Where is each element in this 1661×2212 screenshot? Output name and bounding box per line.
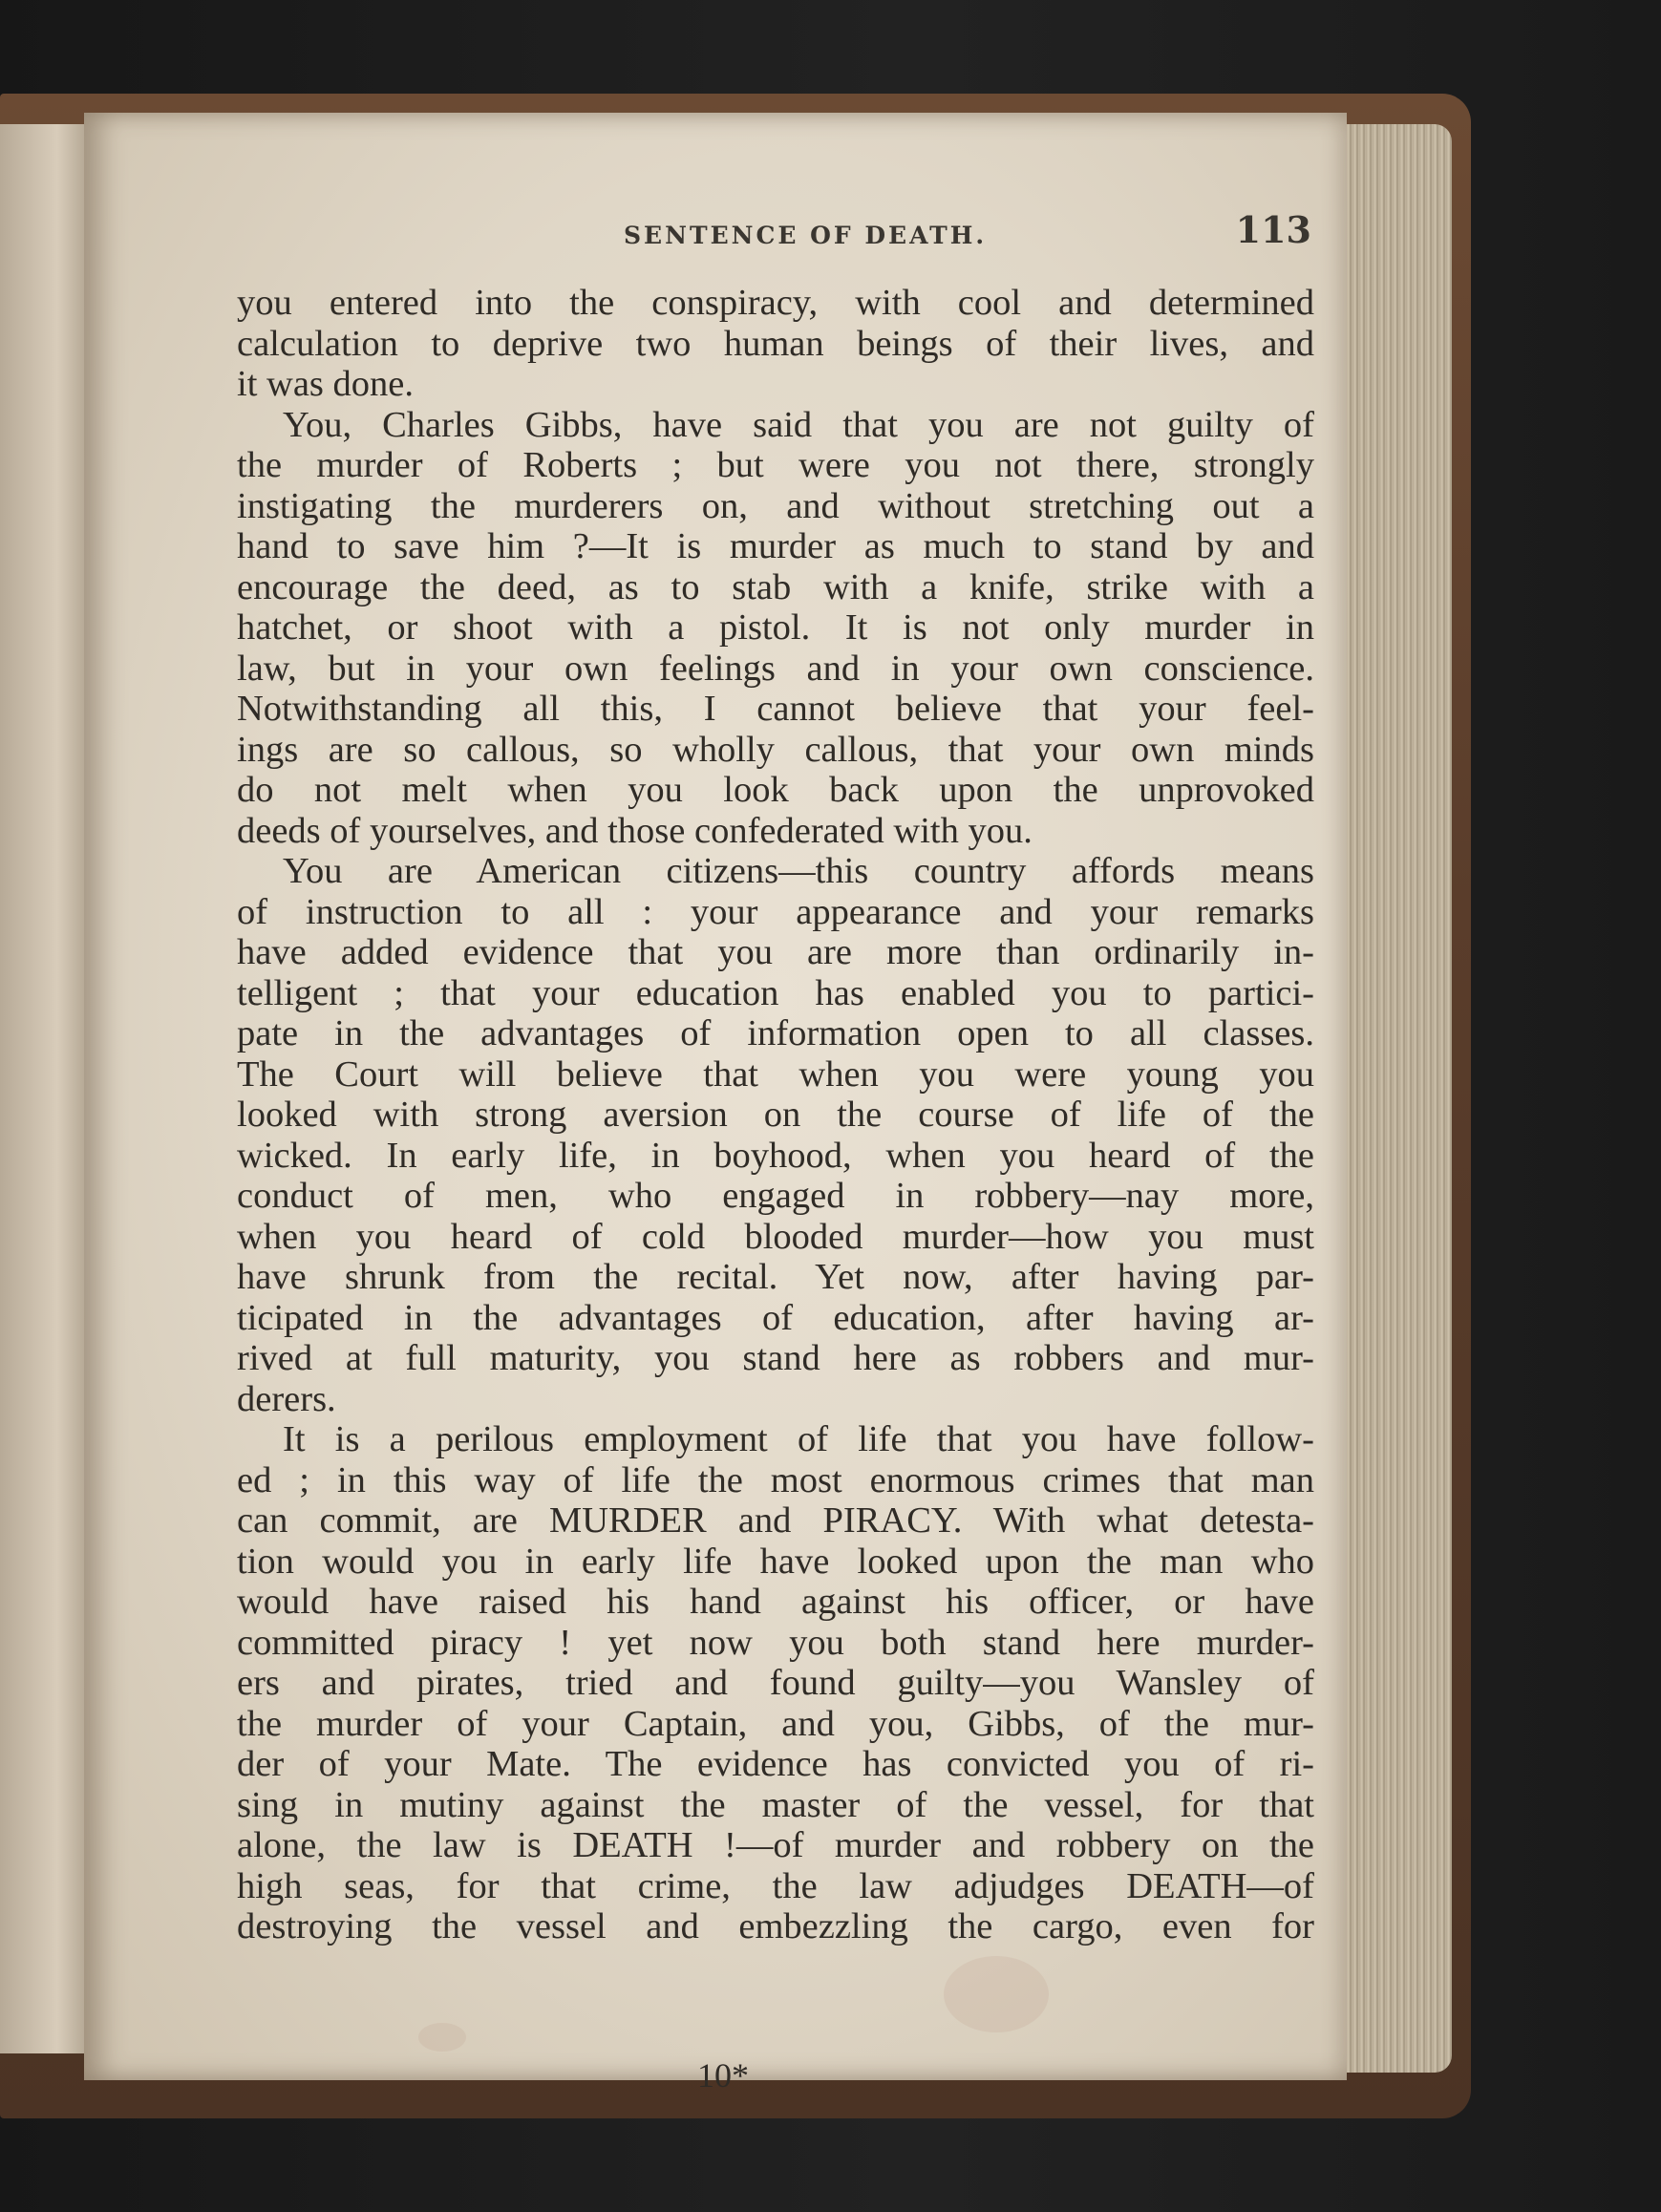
text-line: It is a perilous employment of life that you have follow- [283,1419,1314,1459]
text-line: law, but in your own feelings and in your own conscience. [237,648,1314,689]
running-title: SENTENCE OF DEATH. [624,222,988,249]
book-page [84,113,1347,2095]
text-line: it was done. [237,364,414,404]
text-line: hand to save him ?—It is murder as much to stand by and [237,526,1314,566]
page-stain [418,2023,466,2052]
text-line: when you heard of cold blooded murder—how you must [237,1216,1314,1257]
text-line: sing in mutiny against the master of the vessel, for that [237,1784,1314,1825]
text-line: instigating the murderers on, and without stretching out a [237,485,1314,526]
text-line: You, Charles Gibbs, have said that you are not guilty of [283,404,1314,445]
page-stack-edge [1332,124,1452,2073]
text-line: encourage the deed, as to stab with a knife, strike with a [237,566,1314,607]
text-line: looked with strong aversion on the course of life of the [237,1095,1314,1135]
text-line: calculation to deprive two human beings of their lives, and [237,323,1314,364]
text-line: telligent ; that your education has enabled you to partici- [237,972,1314,1013]
text-line: rived at full maturity, you stand here as robbers and mur- [237,1338,1314,1378]
text-line: pate in the advantages of information open to all classes. [237,1013,1314,1053]
page-stain [944,1956,1049,2032]
signature-mark: 10* [697,2056,749,2095]
text-line: of instruction to all : your appearance and your remarks [237,891,1314,932]
running-head [547,208,1311,266]
text-line: derers. [237,1378,336,1419]
left-page-edge [0,124,97,2053]
text-line: conduct of men, who engaged in robbery—nay more, [237,1176,1314,1216]
text-line: ings are so callous, so wholly callous, that your own minds [237,729,1314,770]
text-line: tion would you in early life have looked upon the man who [237,1541,1314,1582]
text-line: would have raised his hand against his officer, or have [237,1582,1314,1622]
text-line: ed ; in this way of life the most enormous crimes that man [237,1459,1314,1500]
text-line: You are American citizens—this country affords means [283,851,1314,891]
text-line: deeds of yourselves, and those confederated with you. [237,810,1033,851]
text-line: ers and pirates, tried and found guilty—you Wansley of [237,1663,1314,1703]
text-line: have shrunk from the recital. Yet now, after having par- [237,1257,1314,1297]
text-line: the murder of Roberts ; but were you not there, strongly [237,445,1314,485]
text-line: the murder of your Captain, and you, Gibbs, of the mur- [237,1703,1314,1744]
text-line: you entered into the conspiracy, with cool and determined [237,283,1314,323]
text-line: have added evidence that you are more than ordinarily in- [237,932,1314,972]
text-line: high seas, for that crime, the law adjudges DEATH—of [237,1865,1314,1906]
page-number: 113 [1235,208,1311,251]
text-line: can commit, are MURDER and PIRACY. With what detesta- [237,1500,1314,1541]
text-line: Notwithstanding all this, I cannot believe that your feel- [237,689,1314,729]
body-text [237,283,1314,1947]
text-line: alone, the law is DEATH !—of murder and robbery on the [237,1825,1314,1865]
text-line: destroying the vessel and embezzling the cargo, even for [237,1906,1314,1946]
text-line: wicked. In early life, in boyhood, when you heard of the [237,1135,1314,1176]
text-line: committed piracy ! yet now you both stand here murder- [237,1622,1314,1663]
text-line: der of your Mate. The evidence has convicted you of ri- [237,1744,1314,1784]
text-line: hatchet, or shoot with a pistol. It is not only murder in [237,607,1314,648]
text-line: do not melt when you look back upon the unprovoked [237,770,1314,810]
text-line: The Court will believe that when you were young you [237,1053,1314,1095]
text-line: ticipated in the advantages of education, after having ar- [237,1297,1314,1338]
